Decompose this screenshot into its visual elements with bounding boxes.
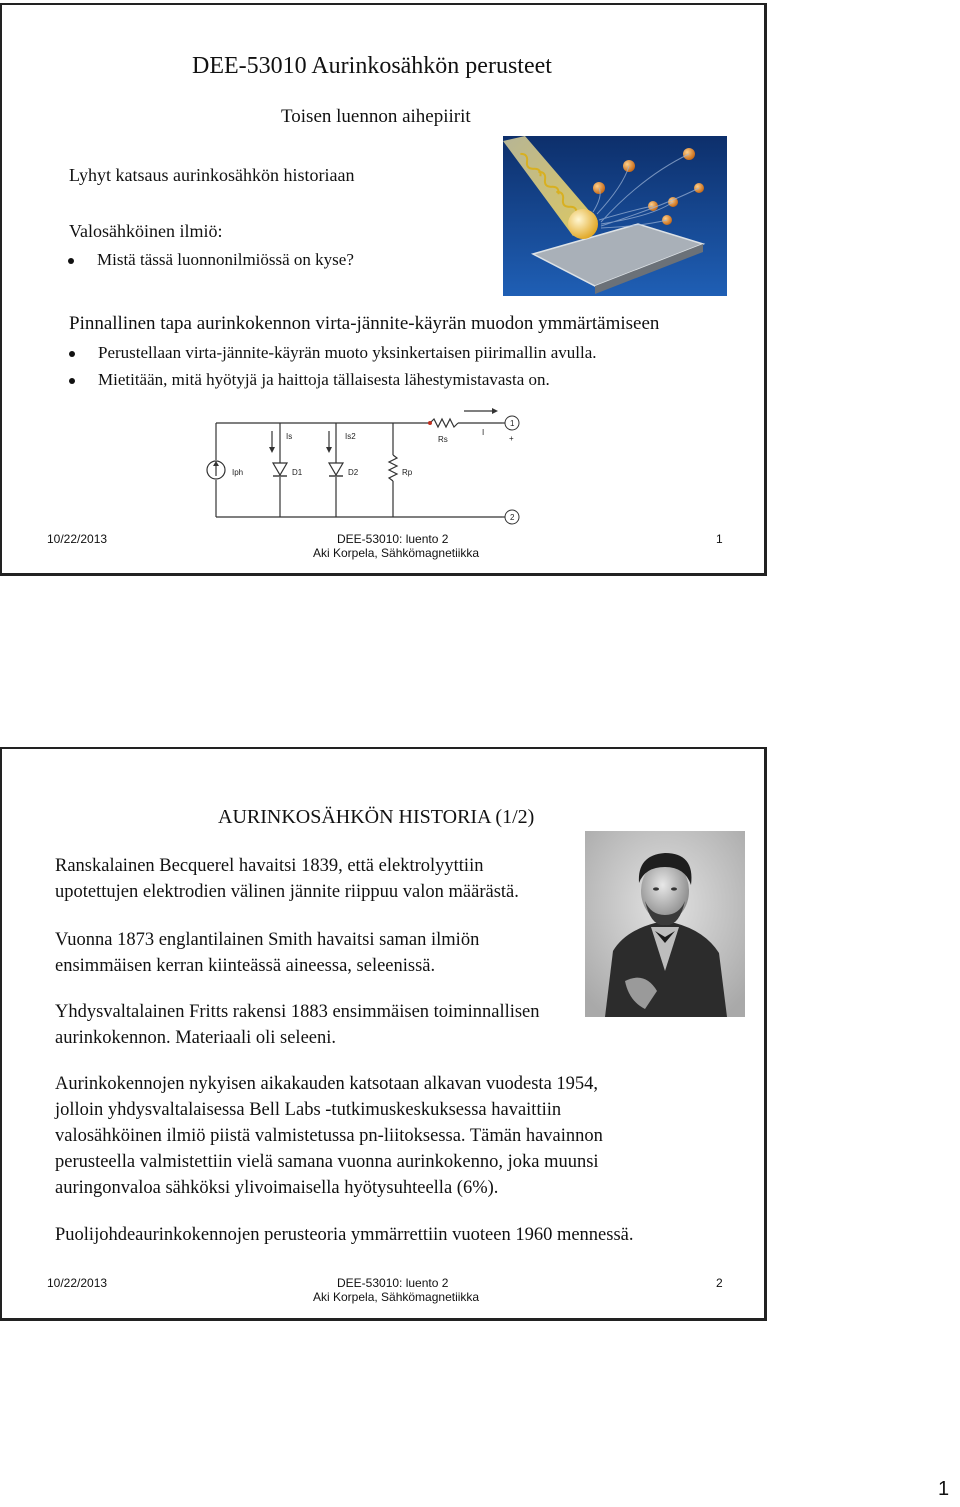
paragraph-bell-line-4: perusteella valmistettiin vielä samana vuonna aurinkokenno, joka muunsi (55, 1152, 599, 1172)
label-rp: Rp (402, 468, 413, 477)
label-node-1: 1 (510, 419, 515, 428)
paragraph-bell-line-1: Aurinkokennojen nykyisen aikakauden katsotaan alkavan vuodesta 1954, (55, 1074, 599, 1094)
slide-title: DEE-53010 Aurinkosähkön perusteet (192, 53, 552, 79)
paragraph-becquerel-line-1: Ranskalainen Becquerel havaitsi 1839, että elektrolyyttiin (55, 856, 484, 876)
label-d1: D1 (292, 468, 303, 477)
history-topic: Lyhyt katsaus aurinkosähkön historiaan (69, 165, 355, 185)
footer-page: 1 (716, 532, 723, 546)
paragraph-smith-line-2: ensimmäisen kerran kiinteässä aineessa, seleenissä. (55, 956, 436, 976)
paragraph-bell-line-3: valosähköinen ilmiö piistä valmistetussa pn-liitoksessa. Tämän havainnon (55, 1126, 603, 1146)
photoelectric-illustration (503, 136, 727, 296)
slide-subtitle: Toisen luennon aihepiirit (281, 106, 471, 127)
becquerel-portrait (585, 831, 745, 1017)
label-iph: Iph (232, 468, 244, 477)
page-number: 1 (938, 1478, 950, 1500)
footer-page: 2 (716, 1276, 723, 1290)
label-rs: Rs (438, 435, 448, 444)
label-d2: D2 (348, 468, 359, 477)
paragraph-becquerel-line-2: upotettujen elektrodien välinen jännite riippuu valon määrästä. (55, 882, 519, 902)
iv-bullet-2: Mietitään, mitä hyötyjä ja haittoja tällaisesta lähestymistavasta on. (98, 370, 550, 389)
photoelectric-heading: Valosähköinen ilmiö: (69, 221, 223, 241)
circuit-diagram (202, 405, 532, 535)
paragraph-fritts-line-1: Yhdysvaltalainen Fritts rakensi 1883 ensimmäisen toiminnallisen (55, 1002, 540, 1022)
slide-title: AURINKOSÄHKÖN HISTORIA (1/2) (218, 806, 535, 828)
label-i: I (482, 428, 485, 437)
photoelectric-bullet: Mistä tässä luonnonilmiössä on kyse? (97, 250, 354, 269)
paragraph-fritts-line-2: aurinkokennon. Materiaali oli seleeni. (55, 1028, 337, 1048)
footer-date: 10/22/2013 (47, 532, 108, 546)
paragraph-theory: Puolijohdeaurinkokennojen perusteoria ymmärrettiin vuoteen 1960 mennessä. (55, 1225, 634, 1245)
iv-bullet-1: Perustellaan virta-jännite-käyrän muoto yksinkertaisen piirimallin avulla. (98, 343, 597, 362)
footer-course: DEE-53010: luento 2 (337, 532, 449, 546)
paragraph-bell-line-2: jolloin yhdysvaltalaisessa Bell Labs -tutkimuskeskuksessa havaittiin (55, 1100, 562, 1120)
label-plus: + (509, 434, 514, 443)
footer-course: DEE-53010: luento 2 (337, 1276, 449, 1290)
label-node-2: 2 (510, 513, 515, 522)
paragraph-bell-line-5: auringonvaloa sähköksi ylivoimaisella hyötysuhteella (6%). (55, 1178, 499, 1198)
footer-author: Aki Korpela, Sähkömagnetiikka (313, 546, 480, 560)
footer-author: Aki Korpela, Sähkömagnetiikka (313, 1290, 480, 1304)
footer-date: 10/22/2013 (47, 1276, 108, 1290)
label-is: Is (286, 432, 293, 441)
slide-1 (0, 3, 767, 576)
label-is2: Is2 (345, 432, 356, 441)
iv-heading: Pinnallinen tapa aurinkokennon virta-jännite-käyrän muodon ymmärtämiseen (69, 313, 660, 334)
slide-2 (0, 747, 767, 1321)
paragraph-smith-line-1: Vuonna 1873 englantilainen Smith havaitsi saman ilmiön (55, 930, 480, 950)
